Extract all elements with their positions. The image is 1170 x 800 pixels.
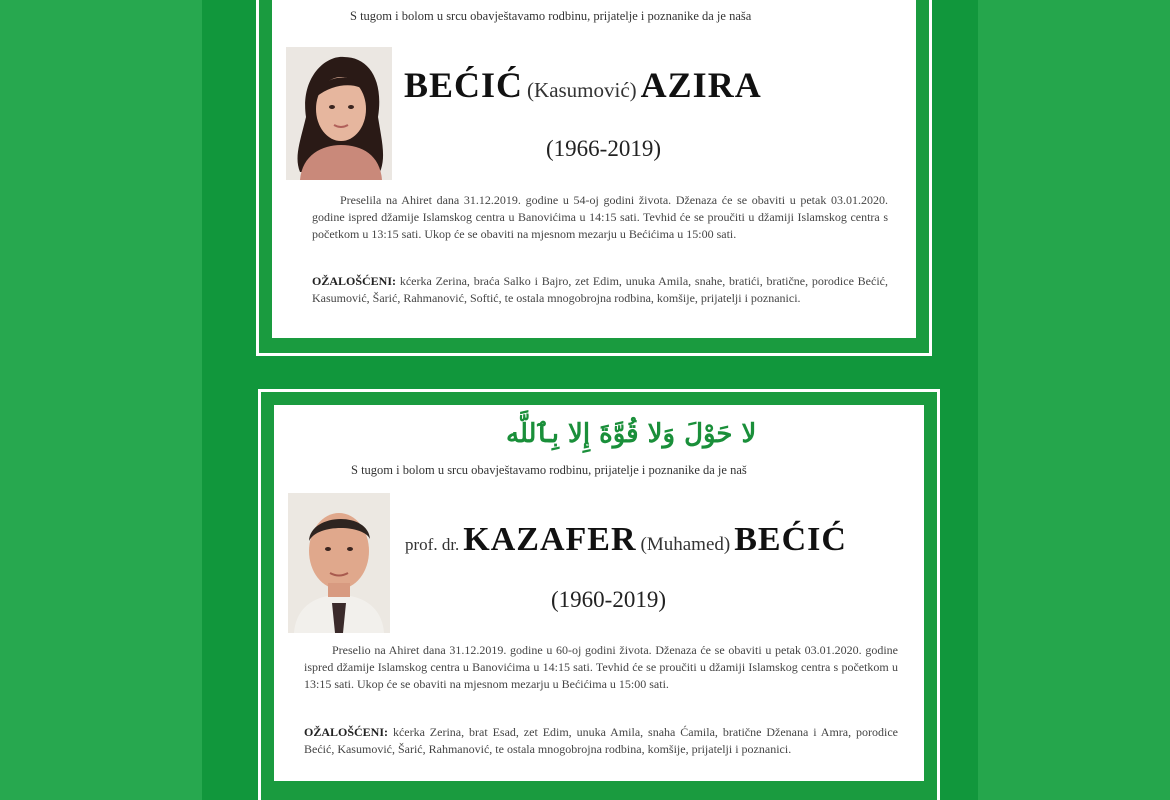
funeral-details-text: Preselila na Ahiret dana 31.12.2019. godine u 54-oj godini života. Dženaza će se obaviti u petak 03.01.2020. godine ispred džamije Islamskog centra u Banovićima u 14:15 sati. Tevhid će se proučiti u džamiji Islamskog centra s početkom u 13:15 sati. Ukop će se obaviti na mjesnom mezarju u Bećićima u 15:00 sati. [312, 193, 888, 241]
funeral-details [304, 642, 898, 693]
mourners-text: kćerka Zerina, braća Salko i Bajro, zet Edim, unuka Amila, snahe, bratići, bratične, porodice Bećić, Kasumović, Šarić, Rahmanović, Softić, te ostala mnogobrojna rodbina, komšije, prijatelji i poznanici. [312, 274, 888, 305]
mourners-label: OŽALOŠĆENI: [304, 725, 389, 739]
card-content [272, 0, 916, 338]
obituary-card-kazafer [258, 389, 940, 800]
mourners-list [304, 724, 898, 758]
arabic-calligraphy: لا حَوْلَ وَلا قُوَّةَ إِلا بِٱللَّه [506, 419, 757, 449]
card-content [274, 405, 924, 781]
maiden-name: (Kasumović) [527, 78, 637, 102]
background-right [968, 0, 1170, 800]
life-years: (1966-2019) [546, 136, 661, 161]
life-years: (1960-2019) [551, 587, 666, 612]
deceased-name [405, 521, 847, 559]
given-name: AZIRA [640, 65, 762, 105]
funeral-details-text: Preselio na Ahiret dana 31.12.2019. godine u 60-oj godini života. Dženaza će se obaviti u petak 03.01.2020. godine ispred džamije Islamskog centra u Banovićima u 14:15 sati. Tevhid će se proučiti u džamiji Islamskog centra s početkom u 13:15 sati. Ukop će se obaviti na mjesnom mezarju u Bećićima u 15:00 sati. [304, 643, 898, 691]
deceased-name [404, 64, 762, 106]
academic-title: prof. dr. [405, 535, 460, 554]
background-left [0, 0, 202, 800]
mourners-label: OŽALOŠĆENI: [312, 274, 397, 288]
obituary-card-azira [256, 0, 932, 356]
surname: BEĆIĆ [734, 521, 847, 558]
funeral-details [312, 192, 888, 243]
given-name: KAZAFER [463, 521, 637, 558]
man-portrait-photo [288, 493, 390, 633]
woman-portrait-photo [286, 47, 392, 180]
fathers-name: (Muhamed) [640, 534, 731, 555]
mourners-text: kćerka Zerina, brat Esad, zet Edim, unuka Amila, snaha Ćamila, bratične Dženana i Amra, porodice Bećić, Kasumović, Šarić, Rahmanović, te ostala mnogobrojna rodbina, komšije, prijatelji i poznanici. [304, 725, 899, 756]
intro-text: S tugom i bolom u srcu obavještavamo rodbinu, prijatelje i poznanike da je naša [350, 9, 752, 23]
surname: BEĆIĆ [404, 65, 524, 105]
mourners-list [312, 273, 888, 307]
intro-text: S tugom i bolom u srcu obavještavamo rodbinu, prijatelje i poznanike da je naš [351, 463, 747, 477]
